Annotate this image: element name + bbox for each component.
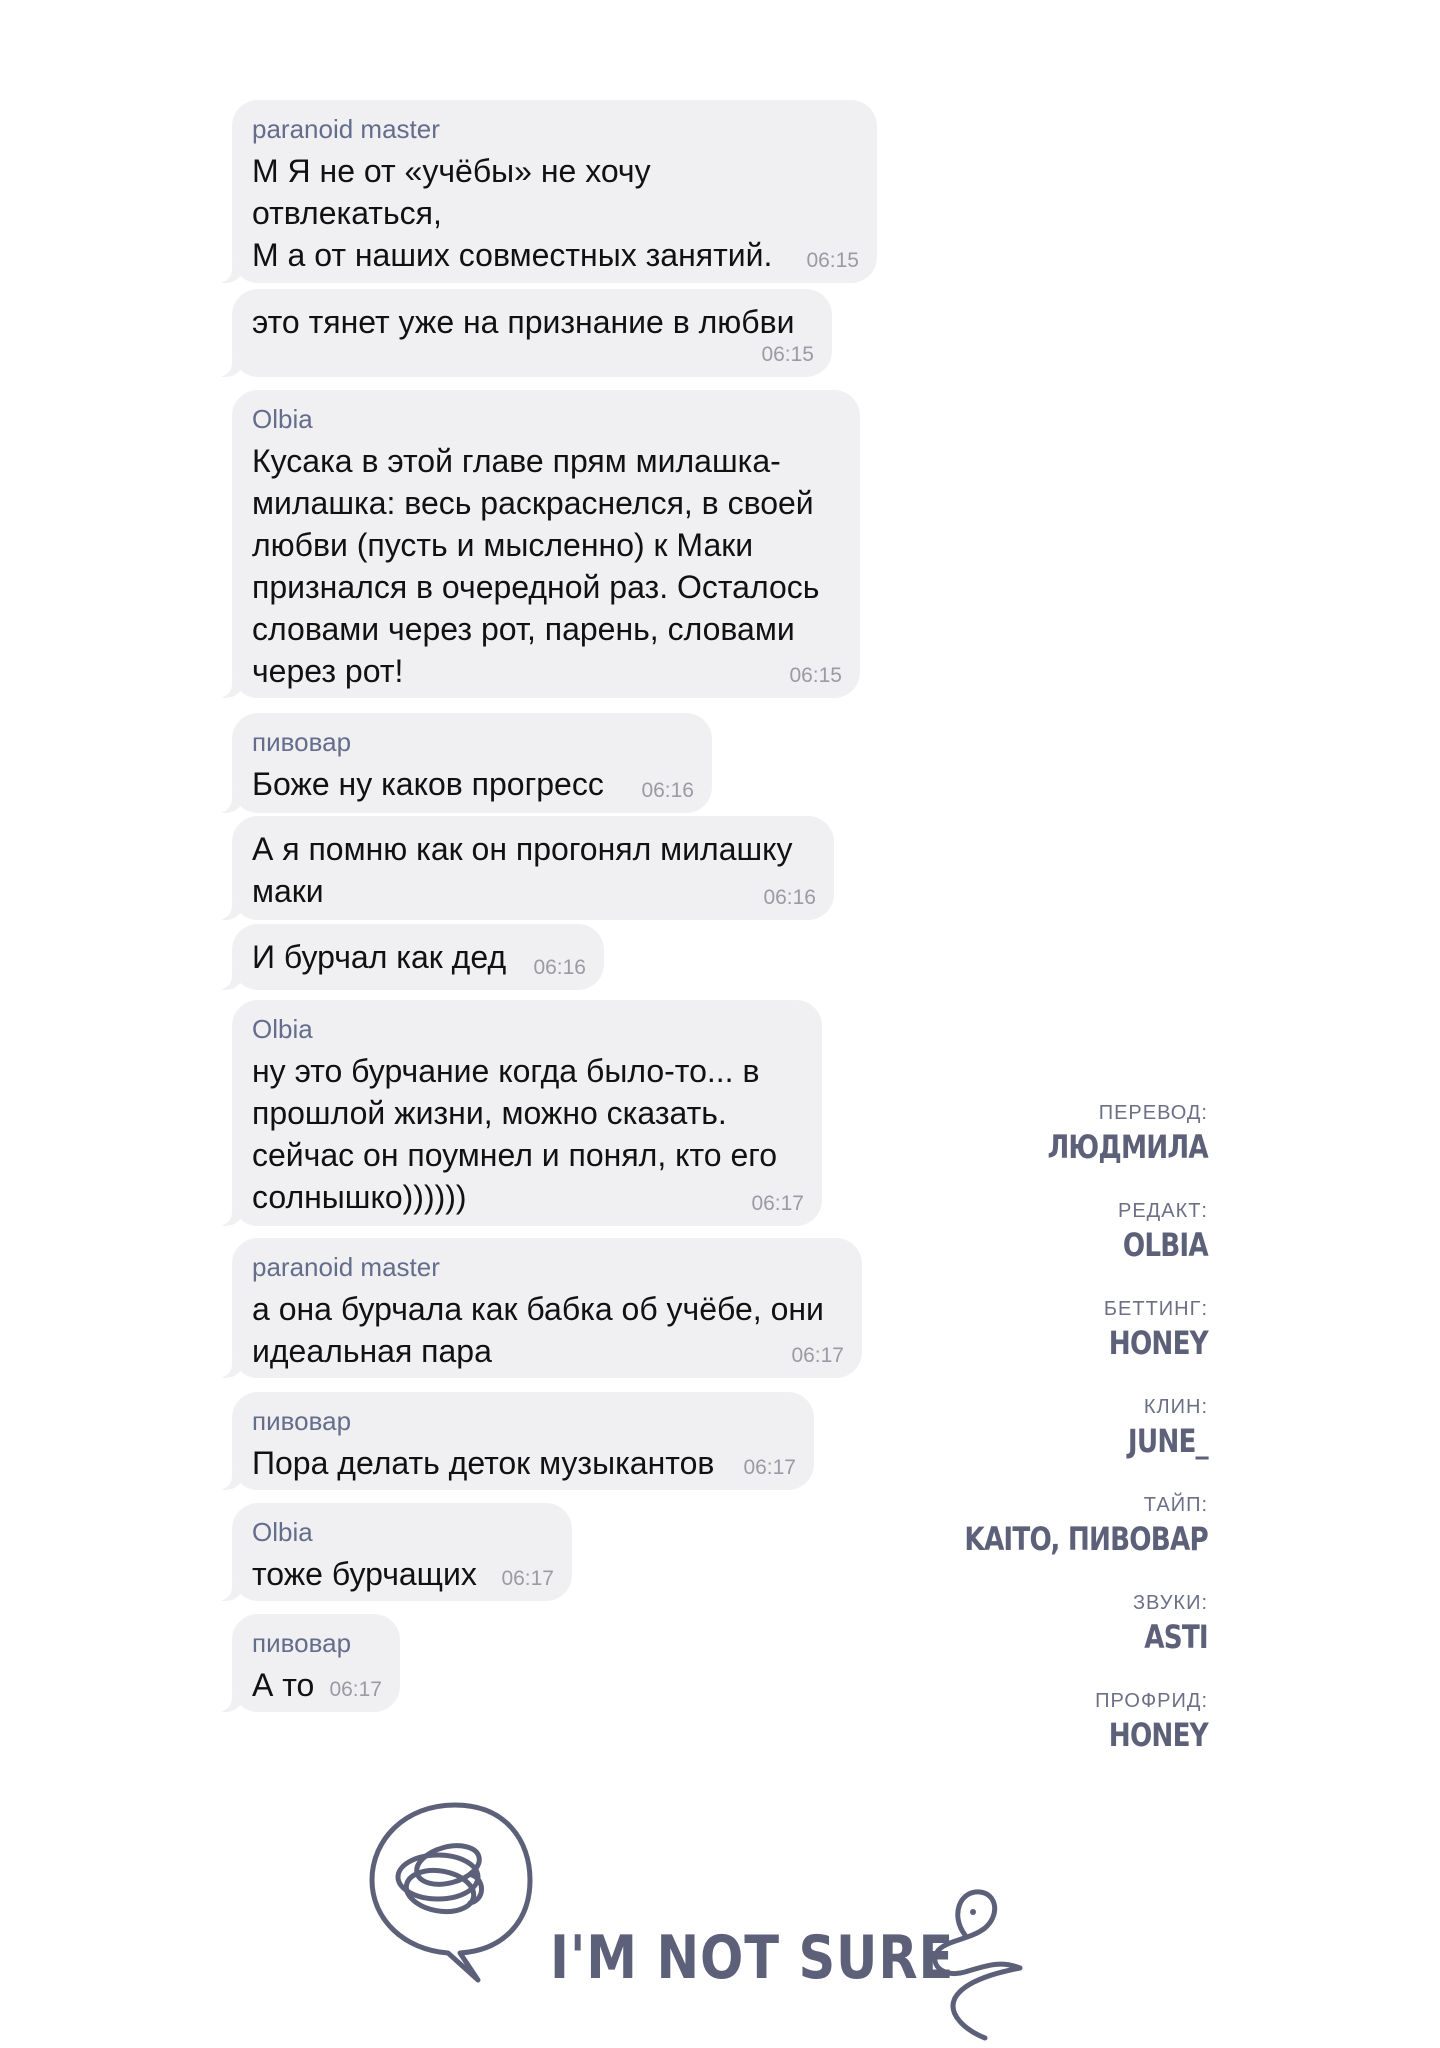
credit-label: ТАЙП: — [1143, 1494, 1208, 1516]
credit-label: ЗВУКИ: — [1132, 1592, 1208, 1614]
message-bubble[interactable] — [232, 1238, 862, 1378]
message-text: а она бурчала как бабка об учёбе, они идеальная пара — [252, 1291, 824, 1369]
message-sender[interactable]: Olbia — [252, 1517, 313, 1547]
credit-editing — [911, 1198, 1208, 1296]
message-time: 06:16 — [763, 886, 816, 909]
message-time: 06:17 — [329, 1678, 382, 1701]
credit-typeset — [911, 1492, 1208, 1590]
credits-panel — [911, 1100, 1208, 1786]
message-bubble[interactable] — [232, 100, 877, 283]
message-text: М Я не от «учёбы» не хочу отвлекаться, М а от наших совместных занятий. — [252, 153, 773, 273]
message-text: А я помню как он прогонял милашку маки — [252, 831, 793, 909]
message-sender[interactable]: пивовар — [252, 1406, 352, 1436]
team-logo — [360, 1795, 1080, 2048]
squiggle-decoration-icon — [905, 1880, 1045, 2048]
message-text: тоже бурчащих — [252, 1556, 477, 1592]
credit-label: БЕТТИНГ: — [1103, 1298, 1208, 1320]
message-time: 06:16 — [533, 956, 586, 979]
credit-beta — [911, 1296, 1208, 1394]
credit-value: KAITO, ПИВОВАР — [964, 1520, 1208, 1558]
message-text: ну это бурчание когда было-то... в прошлой жизни, можно сказать. сейчас он поумнел и понял, кто его солнышко)))))) — [252, 1053, 778, 1215]
message-bubble[interactable] — [232, 1000, 822, 1226]
message-time: 06:15 — [806, 249, 859, 272]
message-time: 06:16 — [641, 779, 694, 802]
credit-proofread — [911, 1688, 1208, 1786]
logo-text: I'M NOT SURE — [550, 1923, 955, 1993]
message-bubble[interactable] — [232, 289, 832, 377]
message-time: 06:17 — [791, 1344, 844, 1367]
credit-sounds — [911, 1590, 1208, 1688]
scribble-speech-bubble-icon — [360, 1795, 550, 1985]
message-time: 06:15 — [789, 664, 842, 687]
message-bubble[interactable] — [232, 1392, 814, 1490]
credit-label: РЕДАКТ: — [1118, 1200, 1208, 1222]
message-text: И бурчал как дед — [252, 939, 507, 975]
message-sender[interactable]: пивовар — [252, 727, 352, 757]
message-text: Пора делать деток музыкантов — [252, 1445, 715, 1481]
credit-label: КЛИН: — [1143, 1396, 1208, 1418]
message-bubble[interactable] — [232, 1614, 400, 1712]
message-text: Боже ну каков прогресс — [252, 766, 604, 802]
credit-value: ЛЮДМИЛА — [1047, 1128, 1208, 1166]
credit-label: ПРОФРИД: — [1095, 1690, 1208, 1712]
message-time: 06:15 — [761, 343, 814, 366]
credit-clean — [911, 1394, 1208, 1492]
credit-value: OLBIA — [1123, 1226, 1208, 1264]
message-sender[interactable]: Olbia — [252, 1014, 313, 1044]
credit-value: HONEY — [1108, 1324, 1208, 1362]
credit-value: JUNE_ — [1128, 1422, 1208, 1460]
message-time: 06:17 — [751, 1192, 804, 1215]
message-time: 06:17 — [743, 1456, 796, 1479]
credit-translation — [911, 1100, 1208, 1198]
credit-value: HONEY — [1108, 1716, 1208, 1754]
message-bubble[interactable] — [232, 390, 860, 698]
message-sender[interactable]: paranoid master — [252, 1252, 440, 1282]
message-bubble[interactable] — [232, 1503, 572, 1601]
message-sender[interactable]: Olbia — [252, 404, 313, 434]
message-bubble[interactable] — [232, 924, 604, 990]
credit-label: ПЕРЕВОД: — [1098, 1102, 1208, 1124]
message-bubble[interactable] — [232, 713, 712, 813]
message-bubble[interactable] — [232, 816, 834, 920]
message-sender[interactable]: paranoid master — [252, 114, 440, 144]
message-text: это тянет уже на признание в любви — [252, 304, 795, 340]
message-time: 06:17 — [501, 1567, 554, 1590]
credit-value: ASTI — [1144, 1618, 1208, 1656]
message-text: А то — [252, 1667, 315, 1703]
message-sender[interactable]: пивовар — [252, 1628, 352, 1658]
message-text: Кусака в этой главе прям милашка- милашка: весь раскраснелся, в своей любви (пусть и мысленно) к Маки признался в очередной раз. Осталось словами через рот, парень, словами через рот! — [252, 443, 820, 689]
